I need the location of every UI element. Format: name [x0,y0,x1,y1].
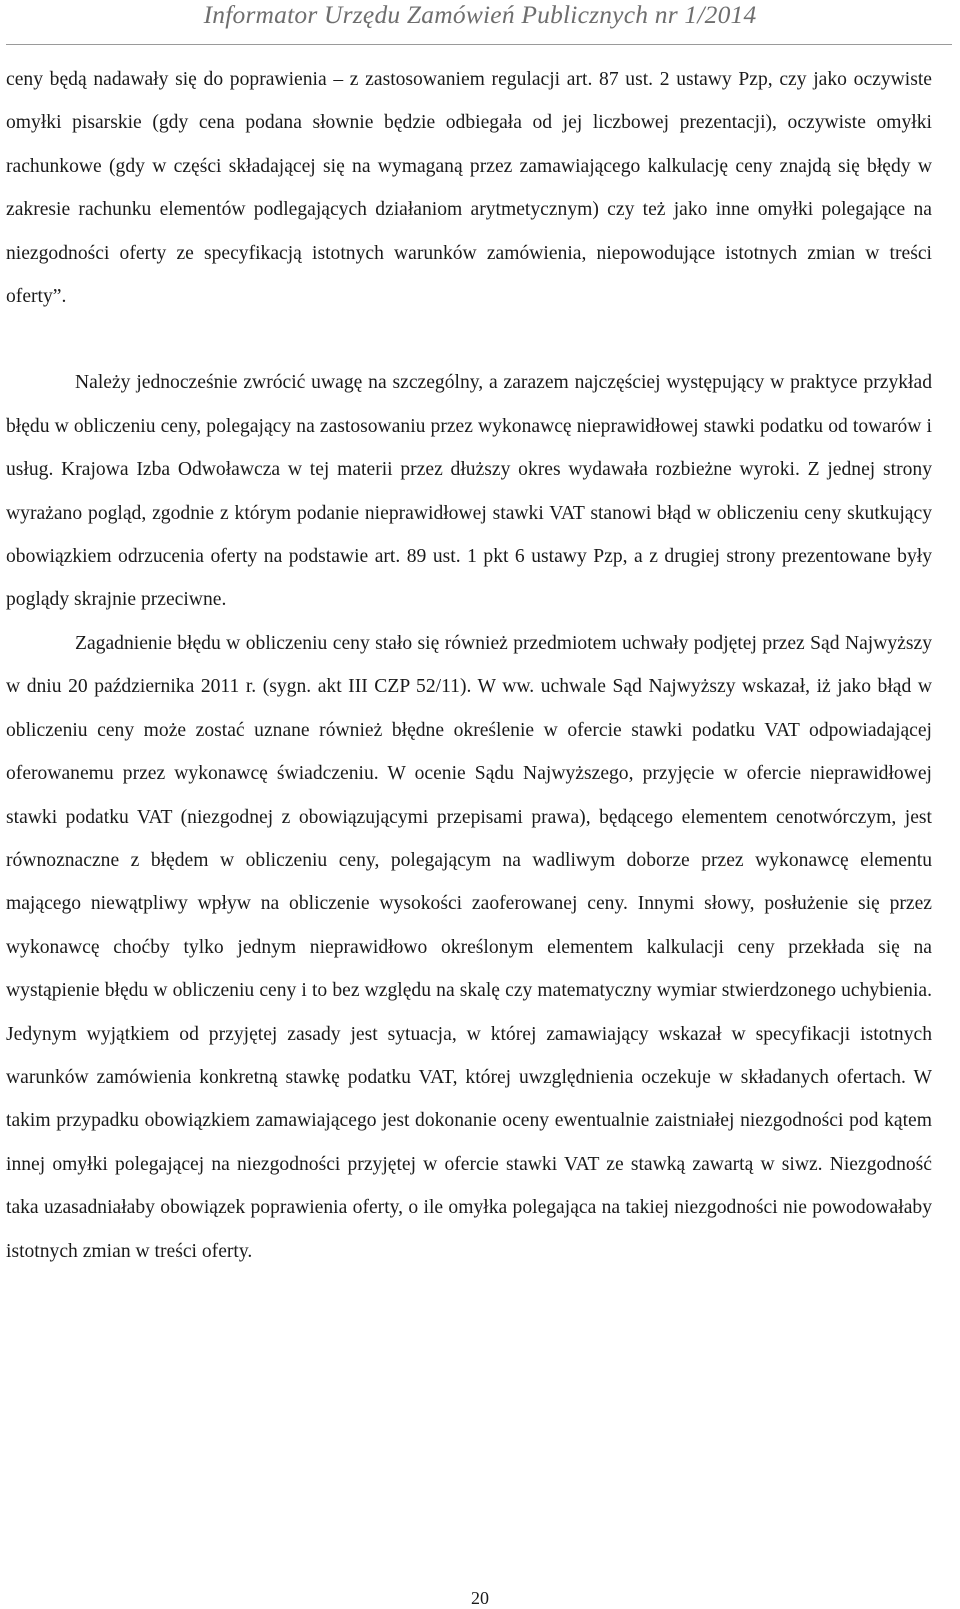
publication-title: Informator Urzędu Zamówień Publicznych nr 1/2014 [203,0,757,29]
paragraph-vat-rate-error: Należy jednocześnie zwrócić uwagę na szczególny, a zarazem najczęściej występujący w praktyce przykład błędu w obliczeniu ceny, polegający na zastosowaniu przez wykonawcę nieprawidłowej stawki podatku od towarów i usług. Krajowa Izba Odwoławcza w tej materii przez dłuższy okres wydawała rozbieżne wyroki. Z jednej strony wyrażano pogląd, zgodnie z którym podanie nieprawidłowej stawki VAT stanowi błąd w obliczeniu ceny skutkujący obowiązkiem odrzucenia oferty na podstawie art. 89 ust. 1 pkt 6 ustawy Pzp, a z drugiej strony prezentowane były poglądy skrajnie przeciwne. [6,372,932,611]
paragraph-supreme-court-resolution: Zagadnienie błędu w obliczeniu ceny stało się również przedmiotem uchwały podjętej przez Sąd Najwyższy w dniu 20 października 2011 r. (sygn. akt III CZP 52/11). W ww. uchwale Sąd Najwyższy wskazał, iż jako błąd w obliczeniu ceny może zostać uznane również błędne określenie w ofercie stawki podatku VAT odpowiadającej oferowanemu przez wykonawcę świadczeniu. W ocenie Sądu Najwyższego, przyjęcie w ofercie nieprawidłowej stawki podatku VAT (niezgodnej z obowiązującymi przepisami prawa), będącego elementem cenotwórczym, jest równoznaczne z błędem w obliczeniu ceny, polegającym na wadliwym doborze przez wykonawcę elementu mającego niewątpliwy wpływ na obliczenie wysokości zaoferowanej ceny. Innymi słowy, posłużenie się przez wykonawcę choćby tylko jednym nieprawidłowo określonym elementem kalkulacji ceny przekłada się na wystąpienie błędu w obliczeniu ceny i to bez względu na skalę czy matematyczny wymiar stwierdzonego uchybienia. Jedynym wyjątkiem od przyjętej zasady jest sytuacja, w której zamawiający wskazał w specyfikacji istotnych warunków zamówienia konkretną stawkę podatku VAT, której uwzględnienia oczekuje w składanych ofertach. W takim przypadku obowiązkiem zamawiającego jest dokonanie oceny ewentualnie zaistniałej niezgodności pod kątem innej omyłki polegającej na niezgodności przyjętej w ofercie stawki VAT ze stawką zawartą w siwz. Niezgodność taka uzasadniałaby obowiązek poprawienia oferty, o ile omyłka polegająca na takiej niezgodności nie powodowałaby istotnych zmian w treści oferty. [6,632,932,1262]
page-number: 20 [471,1588,489,1608]
paragraph-continuation: ceny będą nadawały się do poprawienia – z zastosowaniem regulacji art. 87 ust. 2 ustawy Pzp, czy jako oczywiste omyłki pisarskie (gdy cena podana słownie będzie odbiegała od jej liczbowej prezentacji), oczywiste omyłki rachunkowe (gdy w części składającej się na wymaganą przez zamawiającego kalkulację ceny znajdą się błędy w zakresie rachunku elementów podlegających działaniom arytmetycznym) czy też jako inne omyłki polegające na niezgodności oferty ze specyfikacją istotnych warunków zamówienia, niepowodujące istotnych zmian w treści oferty”. [6,69,932,308]
page-body [6,58,932,1273]
running-header [0,0,960,44]
header-divider [6,44,952,45]
